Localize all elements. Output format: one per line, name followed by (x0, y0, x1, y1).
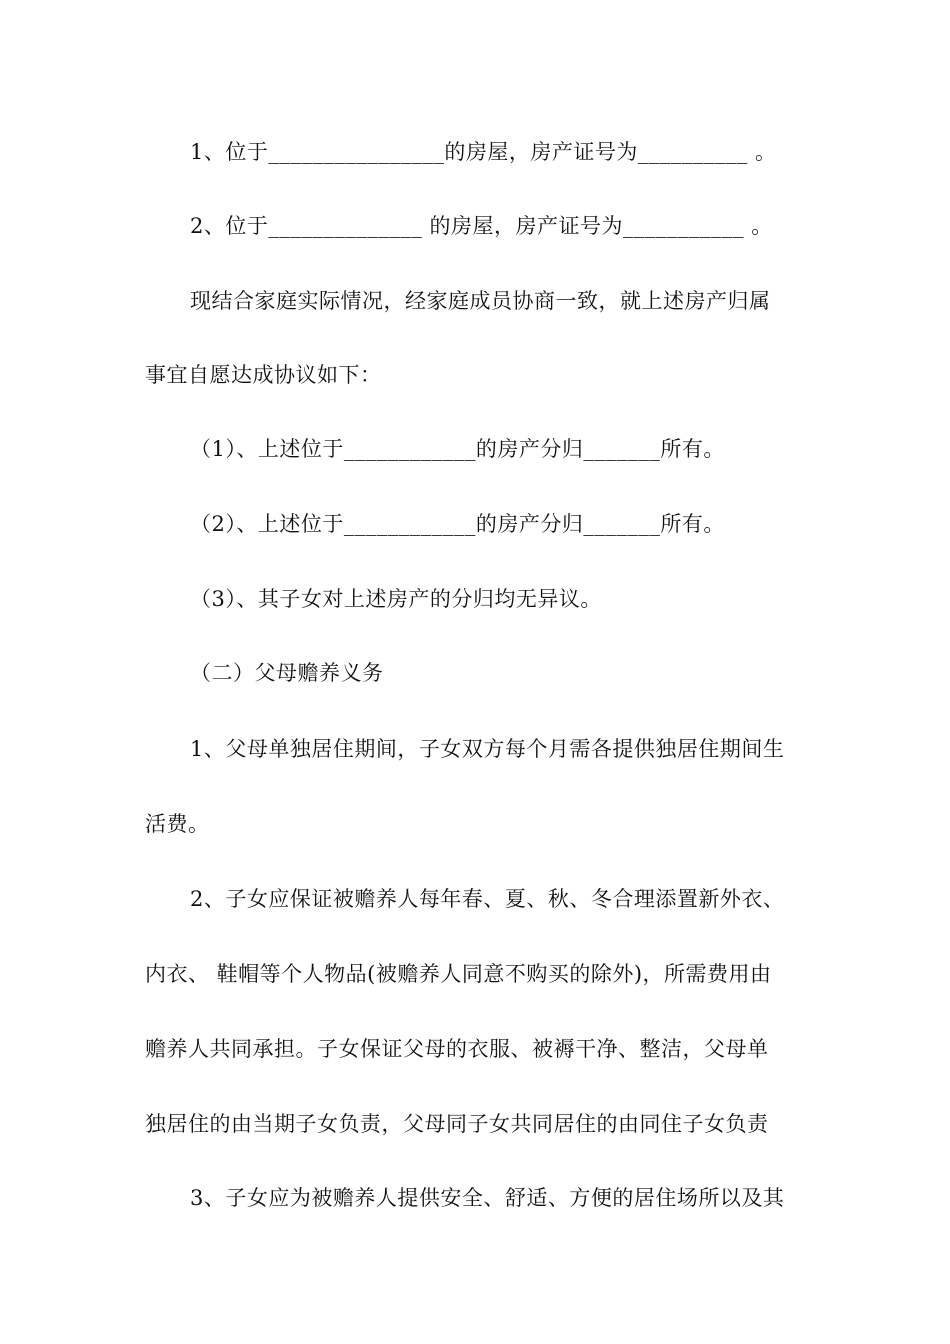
support-item-3-line-1: 3、子女应为被赡养人提供安全、舒适、方便的居住场所以及其 (190, 1186, 785, 1210)
paragraph-agreement-line-2: 事宜自愿达成协议如下： (145, 363, 382, 387)
support-item-1-line-1: 1、父母单独居住期间，子女双方每个月需各提供独居住期间生 (190, 737, 785, 761)
clause-2: （2）、上述位于____________的房产分归_______所有。 (190, 512, 725, 536)
support-item-2-line-4: 独居住的由当期子女负责，父母同子女共同居住的由同住子女负责 (145, 1112, 769, 1136)
paragraph-agreement-line-1: 现结合家庭实际情况，经家庭成员协商一致，就上述房产归属 (190, 289, 771, 313)
section-heading: （二）父母赡养义务 (190, 661, 384, 685)
support-item-2-line-1: 2、子女应保证被赡养人每年春、夏、秋、冬合理添置新外衣、 (190, 887, 785, 911)
clause-1: （1）、上述位于____________的房产分归_______所有。 (190, 437, 725, 461)
support-item-1-line-2: 活费。 (145, 812, 210, 836)
clause-3: （3）、其子女对上述房产的分归均无异议。 (190, 587, 602, 611)
support-item-2-line-3: 赡养人共同承担。子女保证父母的衣服、被褥干净、整洁，父母单 (145, 1037, 769, 1061)
property-item-2: 2、位于______________ 的房屋，房产证号为___________ 。 (190, 214, 773, 238)
support-item-2-line-2: 内衣、 鞋帽等个人物品(被赡养人同意不购买的除外)，所需费用由 (145, 962, 772, 986)
property-item-1: 1、位于________________的房屋，房产证号为__________ 。 (190, 140, 777, 164)
